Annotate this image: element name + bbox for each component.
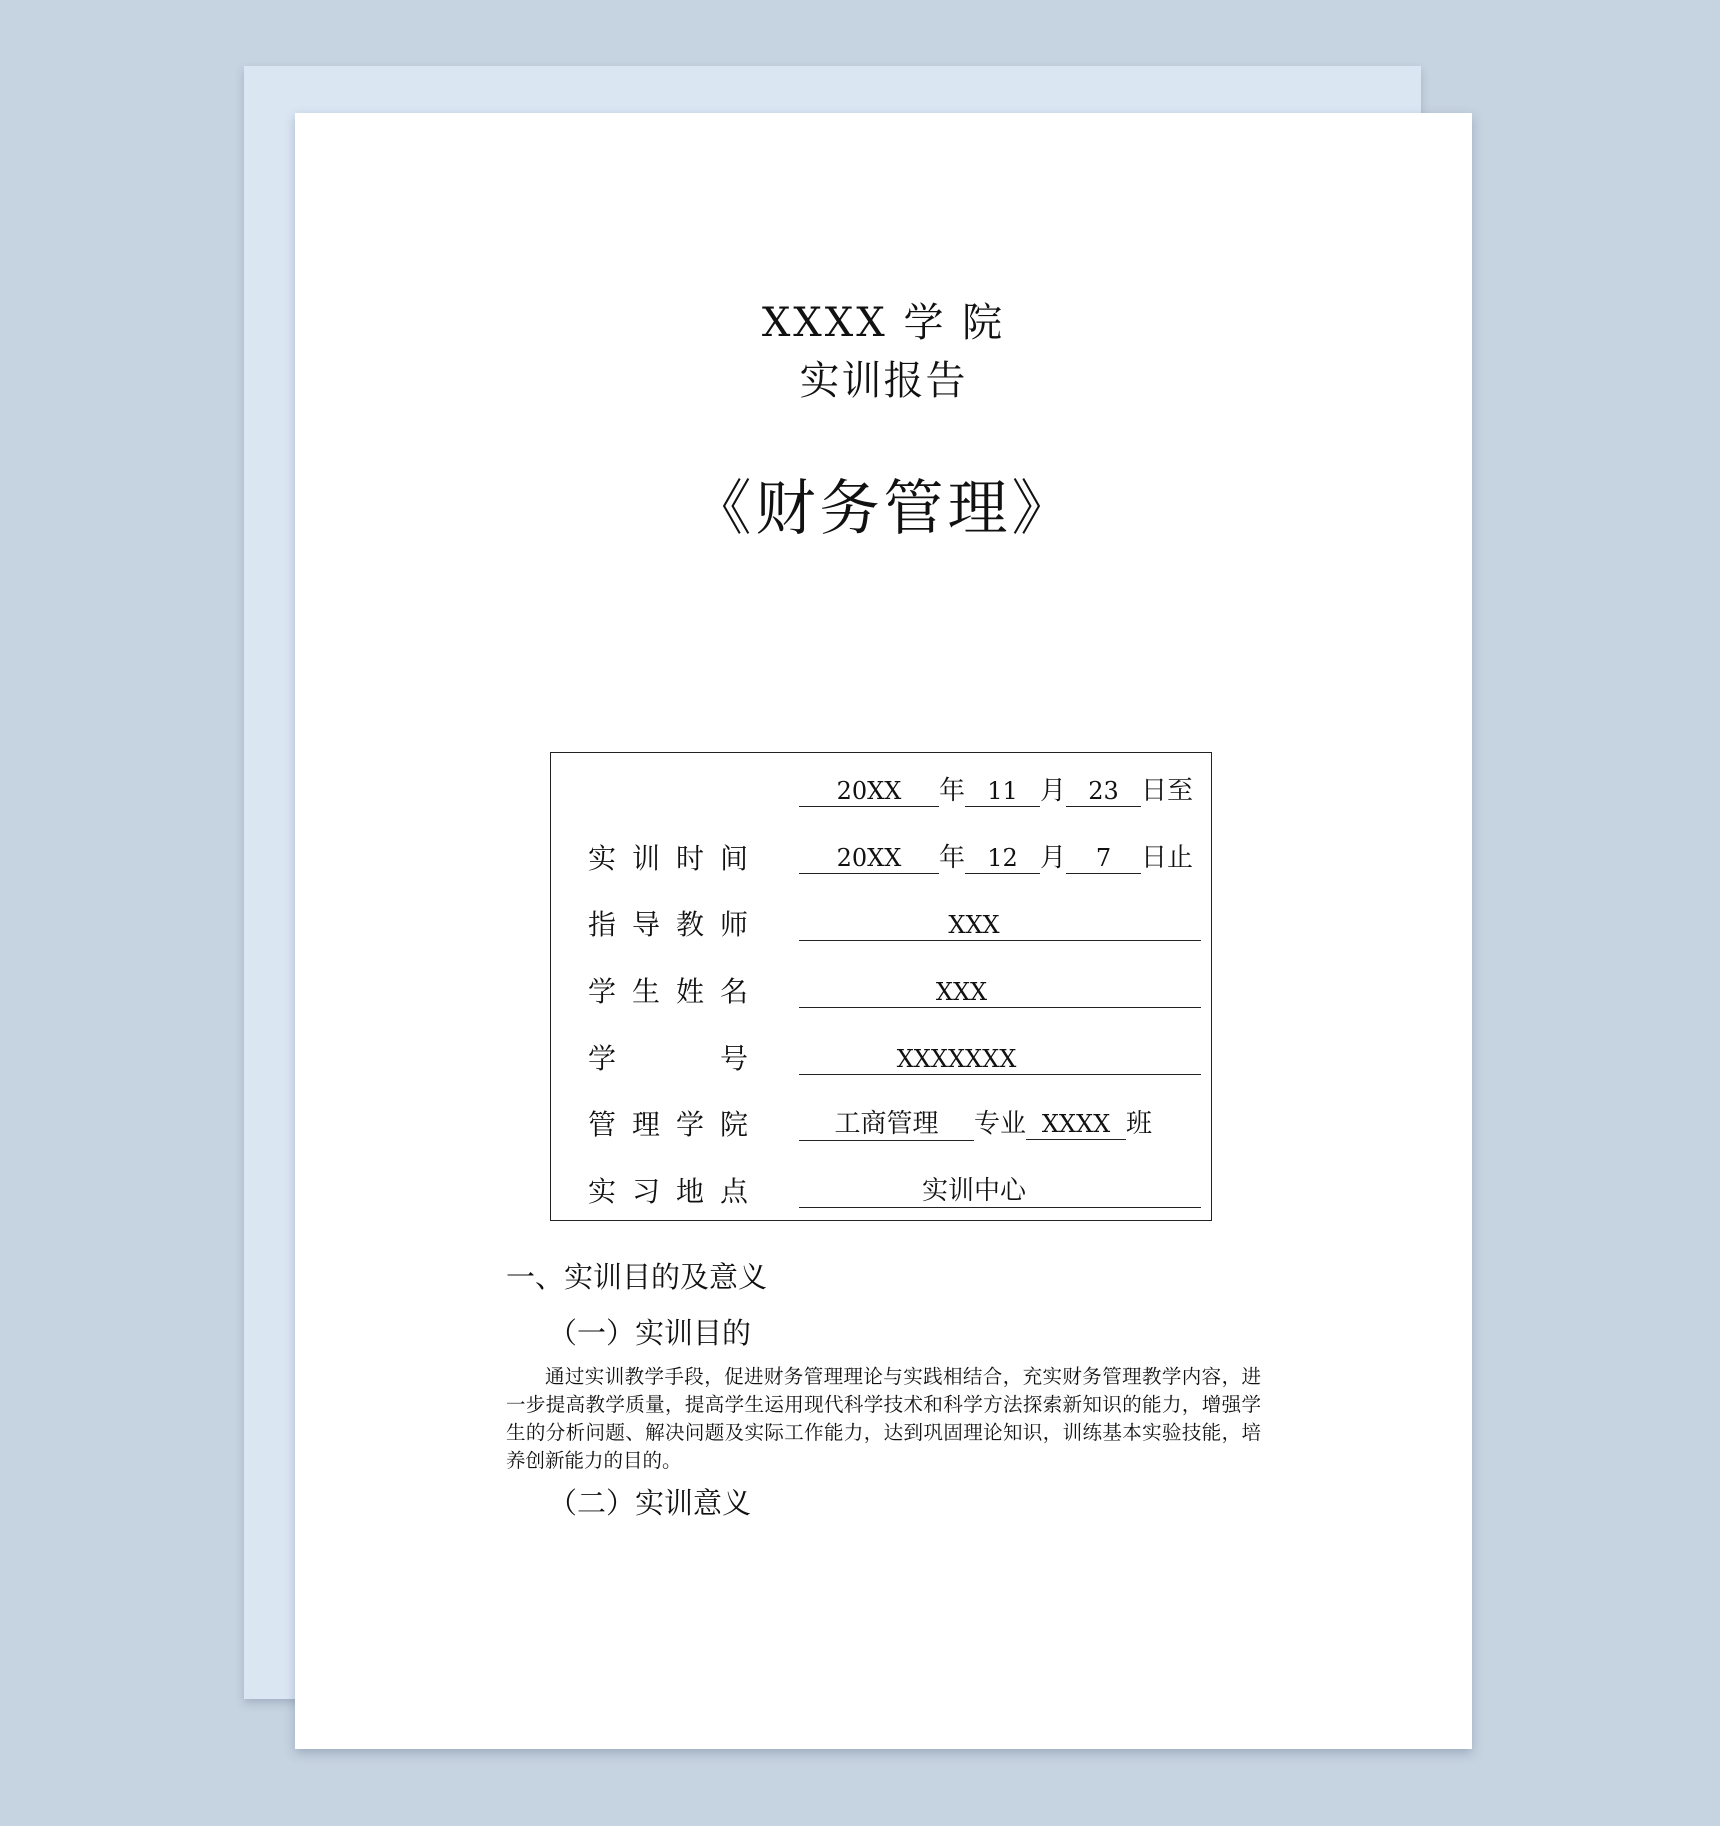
end-day-field: 7 bbox=[1066, 846, 1141, 874]
institution-name: XXXX 学 院 bbox=[761, 300, 1006, 346]
report-info-box bbox=[550, 752, 1212, 1221]
label-char: 习 bbox=[631, 1175, 660, 1208]
label-char: 地 bbox=[675, 1175, 704, 1208]
label-char: 学 bbox=[588, 1042, 617, 1075]
start-year-field: 20XX bbox=[799, 779, 939, 807]
end-date-line bbox=[799, 845, 1193, 874]
major-field: 工商管理 bbox=[799, 1111, 974, 1141]
report-type-label: 实训报告 bbox=[799, 358, 968, 404]
label-char: 名 bbox=[719, 975, 748, 1008]
student-id-label bbox=[588, 1042, 748, 1075]
major-class-line bbox=[799, 1111, 1152, 1141]
start-date-line bbox=[799, 778, 1193, 807]
student-id-field bbox=[799, 1047, 1201, 1075]
section-heading: 一、实训目的及意义 bbox=[506, 1260, 768, 1294]
instructor-field bbox=[799, 913, 1201, 941]
label-char: 实 bbox=[588, 1175, 617, 1208]
subsection-heading-purpose: （一）实训目的 bbox=[548, 1316, 752, 1350]
location-value: 实训中心 bbox=[921, 1176, 1026, 1206]
label-char: 间 bbox=[719, 842, 748, 875]
label-char: 学 bbox=[675, 1108, 704, 1141]
class-field: XXXX bbox=[1026, 1112, 1126, 1140]
course-title: 《财务管理》 bbox=[691, 474, 1076, 544]
label-char: 训 bbox=[631, 842, 660, 875]
training-time-label bbox=[588, 842, 748, 875]
label-char: 学 bbox=[588, 975, 617, 1008]
location-field bbox=[799, 1178, 1201, 1208]
label-char: 管 bbox=[588, 1108, 617, 1141]
major-unit: 专业 bbox=[974, 1109, 1027, 1139]
start-day-suffix: 日至 bbox=[1141, 776, 1194, 806]
instructor-label bbox=[588, 908, 748, 941]
purpose-paragraph: 通过实训教学手段，促进财务管理理论与实践相结合，充实财务管理教学内容，进一步提高教学质量，提高学生运用现代科学技术和科学方法探索新知识的能力，增强学生的分析问题、解决问题及实际工作能力，达到巩固理论知识，训练基本实验技能，培养创新能力的目的。 bbox=[506, 1365, 1261, 1472]
label-char: 生 bbox=[631, 975, 660, 1008]
student-id-value: XXXXXXX bbox=[896, 1045, 1017, 1073]
label-char: 姓 bbox=[675, 975, 704, 1008]
label-char: 实 bbox=[588, 842, 617, 875]
start-day-field: 23 bbox=[1066, 779, 1141, 807]
end-year-field: 20XX bbox=[799, 846, 939, 874]
class-unit: 班 bbox=[1126, 1109, 1153, 1139]
start-month-field: 11 bbox=[965, 779, 1040, 807]
end-month-unit: 月 bbox=[1040, 843, 1067, 873]
document-page bbox=[295, 113, 1472, 1749]
location-label bbox=[588, 1175, 748, 1208]
student-name-value: XXX bbox=[935, 978, 988, 1006]
college-label bbox=[588, 1108, 748, 1141]
label-char: 院 bbox=[719, 1108, 748, 1141]
label-char: 师 bbox=[719, 908, 748, 941]
label-char: 点 bbox=[719, 1175, 748, 1208]
instructor-value: XXX bbox=[948, 911, 1000, 939]
end-month-field: 12 bbox=[965, 846, 1040, 874]
student-name-label bbox=[588, 975, 748, 1008]
label-char: 指 bbox=[588, 908, 617, 941]
start-month-unit: 月 bbox=[1040, 776, 1067, 806]
end-year-unit: 年 bbox=[939, 843, 966, 873]
subsection-heading-significance: （二）实训意义 bbox=[548, 1486, 752, 1520]
label-char: 理 bbox=[631, 1108, 660, 1141]
label-char: 教 bbox=[675, 908, 704, 941]
end-day-suffix: 日止 bbox=[1141, 843, 1194, 873]
label-char: 导 bbox=[631, 908, 660, 941]
label-char: 时 bbox=[675, 842, 704, 875]
label-char: 号 bbox=[719, 1042, 748, 1075]
student-name-field bbox=[799, 980, 1201, 1008]
start-year-unit: 年 bbox=[939, 776, 966, 806]
